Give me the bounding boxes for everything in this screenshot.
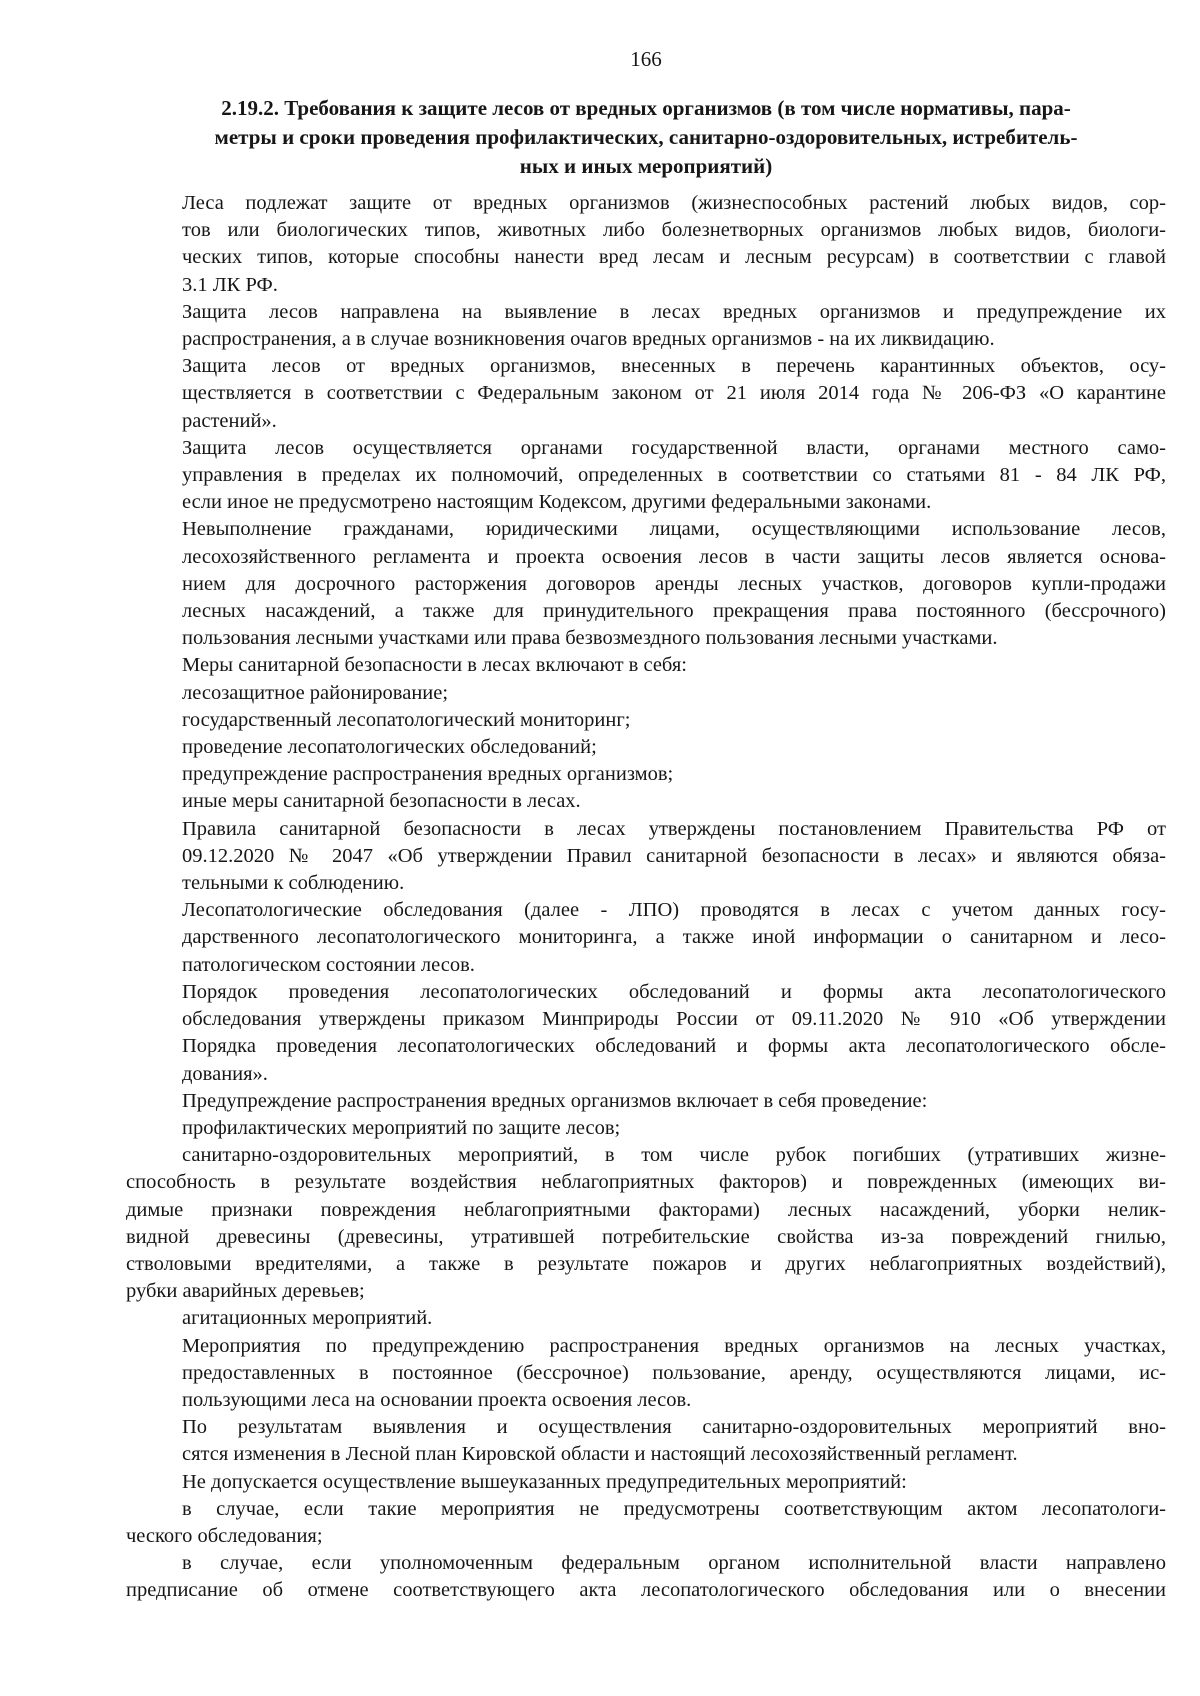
paragraph (126, 516, 1166, 652)
paragraph (126, 299, 1166, 353)
list-item (126, 788, 1166, 815)
text-line: видной древесины (древесины, утратившей потребительские свойства из-за повреждений гнилью, (126, 1225, 1166, 1248)
paragraph (126, 897, 1166, 979)
document-body (126, 190, 1166, 1605)
text-line: проведение лесопатологических обследований; (182, 736, 597, 759)
text-line: управления в пределах их полномочий, определенных в соответствии со статьями 81 - 84 ЛК РФ, (182, 464, 1166, 487)
paragraph (126, 652, 1166, 679)
list-item (126, 1142, 1166, 1305)
list-item (126, 1305, 1166, 1332)
text-line: Меры санитарной безопасности в лесах включают в себя: (182, 654, 687, 677)
text-line: стволовыми вредителями, а также в результате пожаров и других неблагоприятных воздействий), (126, 1252, 1166, 1275)
text-line: ществляется в соответствии с Федеральным законом от 21 июля 2014 года № 206-ФЗ «О карантине (182, 382, 1166, 405)
paragraph (126, 1088, 1166, 1115)
section-heading (126, 94, 1166, 181)
text-line: в случае, если уполномоченным федеральным органом исполнительной власти направлено (182, 1552, 1166, 1575)
text-line: Леса подлежат защите от вредных организмов (жизнеспособных растений любых видов, сор- (182, 192, 1166, 214)
text-line: Не допускается осуществление вышеуказанных предупредительных мероприятий: (182, 1470, 907, 1493)
paragraph (126, 816, 1166, 898)
text-line: пользования лесными участками или права безвозмездного пользования лесными участками. (182, 627, 998, 650)
text-line: распространения, а в случае возникновения очагов вредных организмов - на их ликвидацию. (182, 328, 995, 351)
paragraph (126, 353, 1166, 435)
text-line: предписание об отмене соответствующего акта лесопатологического обследования или о внесении (126, 1579, 1166, 1602)
text-line: ческих типов, которые способны нанести вред лесам и лесным ресурсам) в соответствии с главой (182, 246, 1166, 269)
text-line: Правила санитарной безопасности в лесах утверждены постановлением Правительства РФ от (182, 817, 1166, 840)
text-line: если иное не предусмотрено настоящим Кодексом, другими федеральными законами. (182, 491, 932, 514)
text-line: иные меры санитарной безопасности в лесах. (182, 790, 581, 813)
text-line: димые признаки повреждения неблагоприятными факторами) лесных насаждений, уборки нелик- (126, 1198, 1166, 1221)
text-line: агитационных мероприятий. (182, 1307, 433, 1330)
text-line: дарственного лесопатологического мониторинга, а также иной информации о санитарном и лесо- (182, 926, 1166, 949)
text-line: По результатам выявления и осуществления санитарно-оздоровительных мероприятий вно- (182, 1416, 1166, 1439)
text-line: Невыполнение гражданами, юридическими лицами, осуществляющими использование лесов, (182, 518, 1166, 541)
text-line: Защита лесов осуществляется органами государственной власти, органами местного само- (182, 436, 1166, 459)
text-line: сятся изменения в Лесной план Кировской области и настоящий лесохозяйственный регламент. (182, 1443, 1018, 1466)
text-line: патологическом состоянии лесов. (182, 953, 475, 976)
text-line: в случае, если такие мероприятия не предусмотрены соответствующим актом лесопатологи- (182, 1497, 1166, 1520)
text-line: способность в результате воздействия неблагоприятных факторов) и поврежденных (имеющих ви- (126, 1171, 1166, 1194)
text-line: санитарно-оздоровительных мероприятий, в том числе рубок погибших (утративших жизне- (182, 1144, 1166, 1167)
text-line: Порядок проведения лесопатологических обследований и формы акта лесопатологического (182, 980, 1166, 1003)
text-line: профилактических мероприятий по защите лесов; (182, 1116, 621, 1139)
text-line: обследования утверждены приказом Минприроды России от 09.11.2020 № 910 «Об утверждении (182, 1008, 1166, 1031)
text-line: ческого обследования; (126, 1524, 323, 1547)
list-item (126, 1115, 1166, 1142)
list-item (126, 734, 1166, 761)
text-line: 09.12.2020 № 2047 «Об утверждении Правил санитарной безопасности в лесах» и являются обяза- (182, 844, 1166, 867)
text-line: предупреждение распространения вредных организмов; (182, 763, 674, 786)
text-line: пользующими леса на основании проекта освоения лесов. (182, 1388, 692, 1411)
text-line: растений». (182, 409, 277, 432)
text-line: Мероприятия по предупреждению распространения вредных организмов на лесных участках, (182, 1334, 1166, 1357)
list-item (126, 761, 1166, 788)
paragraph (126, 979, 1166, 1088)
text-line: нием для досрочного расторжения договоров аренды лесных участков, договоров купли-продажи (182, 572, 1166, 595)
text-line: дования». (182, 1062, 268, 1085)
paragraph (126, 435, 1166, 517)
list-item (126, 680, 1166, 707)
list-item (126, 707, 1166, 734)
text-line: Защита лесов от вредных организмов, внесенных в перечень карантинных объектов, осу- (182, 355, 1166, 378)
text-line: тельными к соблюдению. (182, 872, 405, 895)
list-item (126, 1550, 1166, 1604)
paragraph (126, 1469, 1166, 1496)
page-number: 166 (630, 47, 662, 71)
heading-line: 2.19.2. Требования к защите лесов от вредных организмов (в том числе нормативы, пара- (221, 96, 1071, 120)
text-line: лесозащитное районирование; (182, 681, 449, 704)
paragraph (126, 1414, 1166, 1468)
text-line: рубки аварийных деревьев; (126, 1280, 365, 1303)
text-line: предоставленных в постоянное (бессрочное) пользование, аренду, осуществляются лицами, ис- (182, 1361, 1166, 1384)
text-line: лесных насаждений, а также для принудительного прекращения права постоянного (бессрочного) (182, 600, 1166, 623)
text-line: 3.1 ЛК РФ. (182, 273, 278, 296)
text-line: Порядка проведения лесопатологических обследований и формы акта лесопатологического обсле- (182, 1035, 1166, 1058)
paragraph (126, 1333, 1166, 1415)
heading-line: ных и иных мероприятий) (519, 154, 773, 178)
text-line: государственный лесопатологический мониторинг; (182, 708, 631, 731)
text-line: Предупреждение распространения вредных организмов включает в себя проведение: (182, 1089, 928, 1112)
text-line: лесохозяйственного регламента и проекта освоения лесов в части защиты лесов является основа- (182, 545, 1166, 568)
document-page (126, 0, 1166, 1696)
paragraph (126, 190, 1166, 299)
heading-line: метры и сроки проведения профилактических, санитарно-оздоровительных, истребитель- (214, 125, 1078, 149)
list-item (126, 1496, 1166, 1550)
text-line: Лесопатологические обследования (далее - ЛПО) проводятся в лесах с учетом данных госу- (182, 899, 1166, 922)
text-line: Защита лесов направлена на выявление в лесах вредных организмов и предупреждение их (182, 300, 1166, 323)
text-line: тов или биологических типов, животных либо болезнетворных организмов любых видов, биологи- (182, 219, 1166, 242)
